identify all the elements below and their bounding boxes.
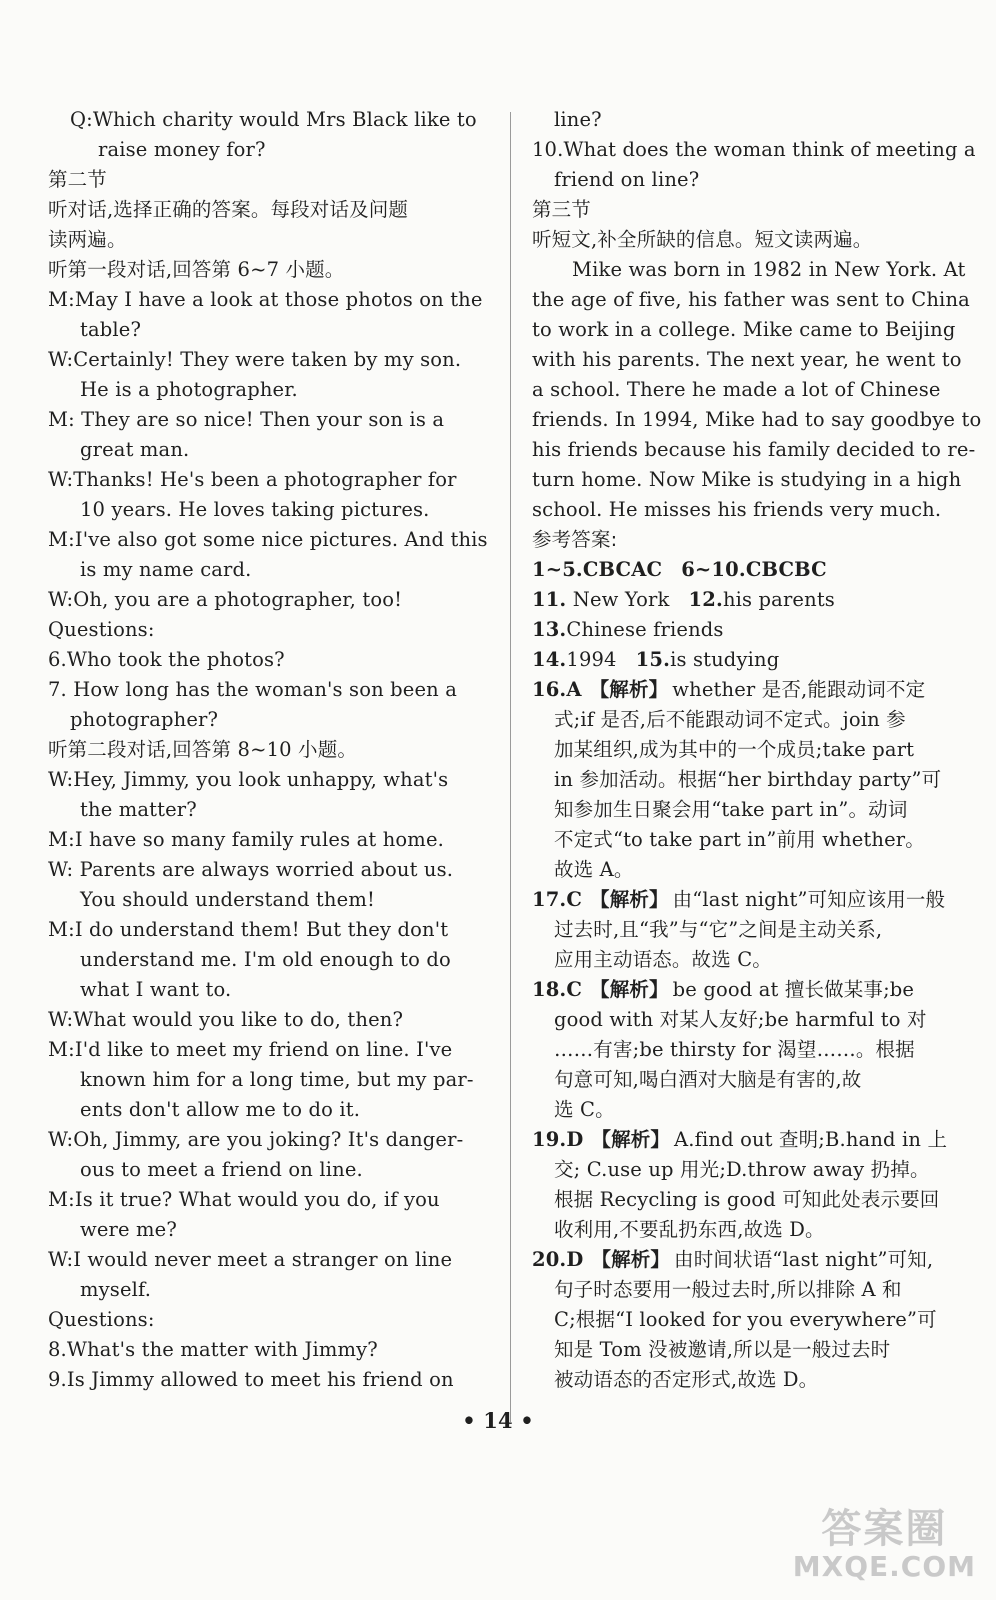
text-line: is my name card.: [80, 558, 252, 581]
explanation-text: be good at 擅长做某事;be: [672, 978, 915, 1001]
explain-tag: 【解析】: [591, 1128, 671, 1151]
text-line: 10.What does the woman think of meeting a: [532, 138, 976, 161]
text-line: W:Oh, you are a photographer, too!: [48, 588, 403, 611]
explanation-line: 故选 A。: [554, 858, 634, 881]
text-line: W: Parents are always worried about us.: [48, 858, 454, 881]
text-line: what I want to.: [80, 978, 232, 1001]
explanation-line: [532, 885, 964, 915]
explanation-line: 交; C.use up 用光;D.throw away 扔掉。: [554, 1158, 930, 1181]
text-line: myself.: [80, 1278, 152, 1301]
explanation-line: C;根据“I looked for you everywhere”可: [554, 1308, 937, 1331]
explanation-text: whether 是否,能跟动词不定: [672, 678, 926, 701]
watermark-top: 答案圈: [821, 1506, 948, 1552]
explanation-line: 式;if 是否,后不能跟动词不定式。join 参: [554, 708, 906, 731]
explanation-line: 不定式“to take part in”前用 whether。: [554, 828, 925, 851]
question-number: 18.C: [532, 978, 583, 1001]
explanation-text: 由时间状语“last night”可知,: [674, 1248, 934, 1271]
right-column: [532, 105, 982, 1395]
explanation-line: 句意可知,喝白酒对大脑是有害的,故: [554, 1068, 862, 1091]
explanation-line: 选 C。: [554, 1098, 615, 1121]
text-line: W:What would you like to do, then?: [48, 1008, 404, 1031]
watermark-bottom: MXQE.COM: [792, 1550, 976, 1583]
explanation-line: 应用主动语态。故选 C。: [554, 948, 772, 971]
explanation-line: in 参加活动。根据“her birthday party”可: [554, 768, 942, 791]
text-line: 听对话,选择正确的答案。每段对话及问题: [48, 198, 409, 221]
text-line: 听第二段对话,回答第 8~10 小题。: [48, 738, 358, 761]
explain-tag: 【解析】: [590, 978, 669, 1001]
explanation-line: ……有害;be thirsty for 渴望……。根据: [554, 1038, 915, 1061]
text-line: W:I would never meet a stranger on line: [48, 1248, 453, 1271]
text-line: 第二节: [48, 168, 107, 191]
text-line: Questions:: [48, 1308, 155, 1331]
text-line: ous to meet a friend on line.: [80, 1158, 363, 1181]
text-line: 7. How long has the woman's son been a: [48, 678, 458, 701]
explanation-line: good with 对某人友好;be harmful to 对: [554, 1008, 927, 1031]
text-line: table?: [80, 318, 142, 341]
text-line: photographer?: [70, 708, 219, 731]
left-column: [48, 105, 488, 1395]
text-line: 8.What's the matter with Jimmy?: [48, 1338, 378, 1361]
text-line: great man.: [80, 438, 190, 461]
text-line: 10 years. He loves taking pictures.: [80, 498, 430, 521]
text-line: with his parents. The next year, he went to: [532, 348, 962, 371]
explanation-line: 加某组织,成为其中的一个成员;take part: [554, 738, 915, 761]
text-line: school. He misses his friends very much.: [532, 498, 942, 521]
text-line: his friends because his family decided to re-: [532, 438, 976, 461]
explanation-line: 句子时态要用一般过去时,所以排除 A 和: [554, 1278, 902, 1301]
question-number: 17.C: [532, 888, 583, 911]
explanation-line: [532, 1125, 964, 1155]
text-line: 听第一段对话,回答第 6~7 小题。: [48, 258, 345, 281]
text-line: M:I have so many family rules at home.: [48, 828, 444, 851]
text-line: M:I do understand them! But they don't: [48, 918, 449, 941]
text-line: known him for a long time, but my par-: [80, 1068, 474, 1091]
text-line: W:Certainly! They were taken by my son.: [48, 348, 462, 371]
explanation-line: [532, 975, 964, 1005]
text-line: 读两遍。: [48, 228, 127, 251]
text-line: He is a photographer.: [80, 378, 298, 401]
answer-line-1: 1~5.CBCAC 6~10.CBCBC: [532, 558, 827, 581]
explain-tag: 【解析】: [590, 888, 669, 911]
text-line: M:I've also got some nice pictures. And this: [48, 528, 488, 551]
text-line: friend on line?: [554, 168, 700, 191]
text-line: a school. There he made a lot of Chinese: [532, 378, 941, 401]
question-number: 20.D: [532, 1248, 584, 1271]
text-line: Q:Which charity would Mrs Black like to: [70, 108, 477, 131]
text-line: Mike was born in 1982 in New York. At: [572, 258, 966, 281]
question-number: 16.A: [532, 678, 582, 701]
page-number: • 14 •: [462, 1408, 534, 1433]
text-line: ents don't allow me to do it.: [80, 1098, 361, 1121]
text-line: Questions:: [48, 618, 155, 641]
question-number: 19.D: [532, 1128, 584, 1151]
column-divider: [510, 112, 511, 1422]
text-line: the matter?: [80, 798, 197, 821]
answer-line-4: 14.1994 15.is studying: [532, 648, 780, 671]
explanation-text: 由“last night”可知应该用一般: [672, 888, 946, 911]
text-line: 6.Who took the photos?: [48, 648, 285, 671]
explanation-line: 知是 Tom 没被邀请,所以是一般过去时: [554, 1338, 891, 1361]
text-line: raise money for?: [98, 138, 266, 161]
text-line: W:Hey, Jimmy, you look unhappy, what's: [48, 768, 449, 791]
text-line: 参考答案:: [532, 528, 618, 551]
text-line: M:I'd like to meet my friend on line. I've: [48, 1038, 453, 1061]
explanation-line: 过去时,且“我”与“它”之间是主动关系,: [554, 918, 883, 941]
text-line: line?: [554, 108, 602, 131]
text-line: M: They are so nice! Then your son is a: [48, 408, 445, 431]
explanation-line: [532, 1245, 964, 1275]
explain-tag: 【解析】: [589, 678, 669, 701]
text-line: You should understand them!: [80, 888, 375, 911]
text-line: friends. In 1994, Mike had to say goodbye to: [532, 408, 982, 431]
explanation-line: 根据 Recycling is good 可知此处表示要回: [554, 1188, 940, 1211]
explanation-text: A.find out 查明;B.hand in 上: [674, 1128, 948, 1151]
text-line: understand me. I'm old enough to do: [80, 948, 451, 971]
answer-line-2: 11. New York 12.his parents: [532, 588, 835, 611]
text-line: to work in a college. Mike came to Beijing: [532, 318, 956, 341]
watermark-logo: [793, 1506, 976, 1582]
text-line: M:May I have a look at those photos on the: [48, 288, 483, 311]
text-line: W:Oh, Jimmy, are you joking? It's danger-: [48, 1128, 464, 1151]
text-line: 第三节: [532, 198, 591, 221]
text-line: were me?: [80, 1218, 177, 1241]
text-line: turn home. Now Mike is studying in a high: [532, 468, 962, 491]
explanation-line: [532, 675, 964, 705]
text-line: 9.Is Jimmy allowed to meet his friend on: [48, 1368, 454, 1391]
explain-tag: 【解析】: [591, 1248, 671, 1271]
text-line: 听短文,补全所缺的信息。短文读两遍。: [532, 228, 873, 251]
text-line: M:Is it true? What would you do, if you: [48, 1188, 440, 1211]
text-line: the age of five, his father was sent to China: [532, 288, 970, 311]
explanation-line: 被动语态的否定形式,故选 D。: [554, 1368, 819, 1391]
answer-line-3: 13.Chinese friends: [532, 618, 724, 641]
explanation-line: 知参加生日聚会用“take part in”。动词: [554, 798, 908, 821]
text-line: W:Thanks! He's been a photographer for: [48, 468, 457, 491]
explanation-line: 收利用,不要乱扔东西,故选 D。: [554, 1218, 825, 1241]
